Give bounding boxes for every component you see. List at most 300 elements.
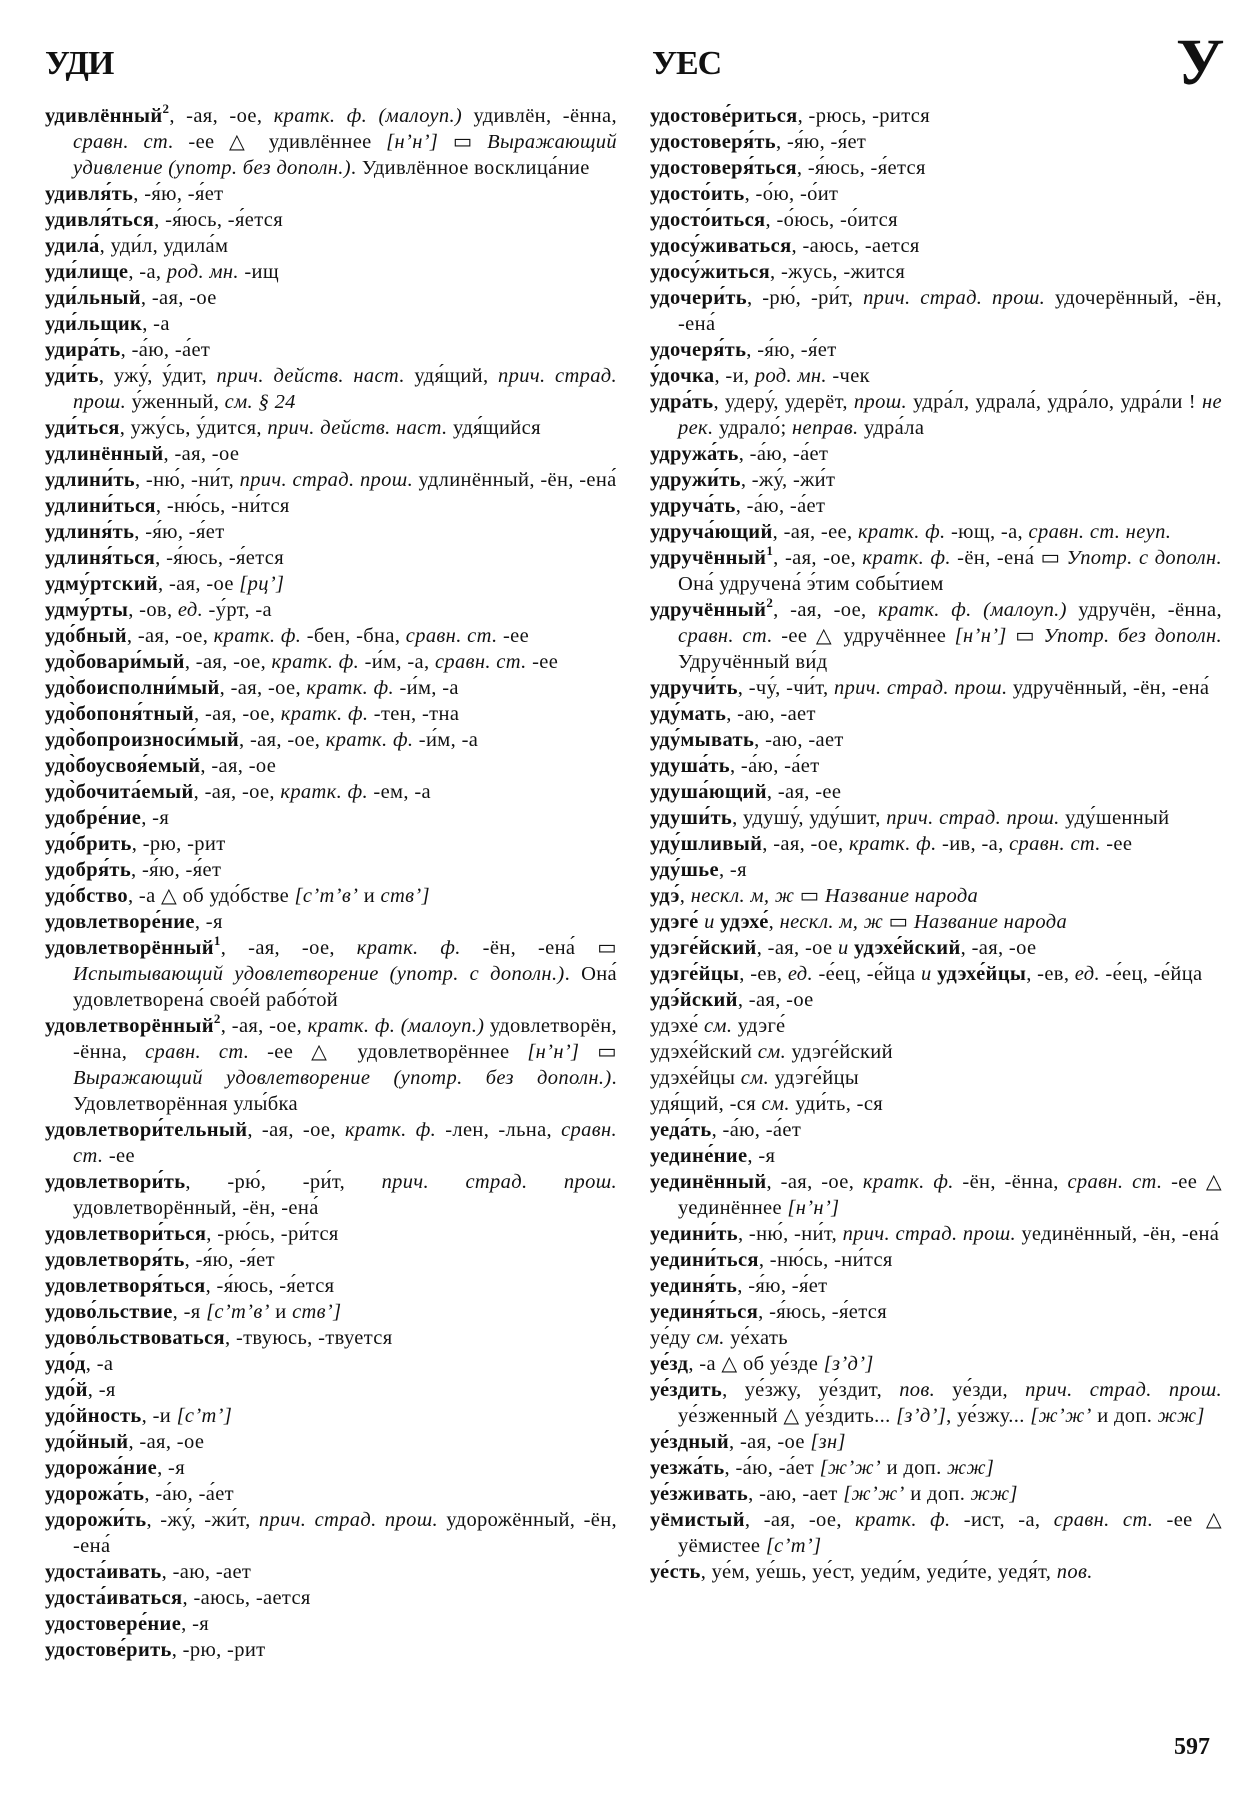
italic-label: сравн. ст. неуп. [1028, 521, 1172, 543]
headword: уединя́ться [650, 1301, 759, 1323]
headword: удлинённый [45, 443, 164, 465]
italic-label: сравн. ст. [1067, 1171, 1163, 1193]
entry-text: , -а △ об уе́зде [688, 1353, 824, 1375]
headword: удружа́ть [650, 443, 739, 465]
headword: удосто́иться [650, 209, 766, 231]
dictionary-entry [45, 623, 617, 649]
dictionary-entry [650, 233, 1222, 259]
entry-text: , -а [142, 313, 170, 335]
italic-label: род. мн. [754, 365, 827, 387]
entry-text: и доп. [904, 1483, 971, 1505]
homonym-number: 1 [766, 543, 774, 558]
entry-text: , уе́зжу... [946, 1405, 1031, 1427]
headword: удила́ [45, 235, 100, 257]
headword: уди́лище [45, 261, 129, 283]
headword: удостоверя́ть [650, 131, 776, 153]
entry-text: ▭ [794, 885, 825, 907]
entry-text: . Удовлетворённая улы́бка [73, 1067, 617, 1115]
headword: удруча́ющий [650, 521, 773, 543]
entry-text: -чек [826, 365, 870, 387]
headword: удэхе́йцы [937, 963, 1027, 985]
italic-label: сравн. ст. [73, 131, 174, 153]
entry-text: , -ая, -ое, [239, 729, 326, 751]
homonym-number: 2 [213, 1011, 221, 1026]
italic-label: [зн] [810, 1431, 846, 1453]
dictionary-entry [45, 1637, 617, 1663]
entry-text: -ив, -а, [936, 833, 1010, 855]
headword: уду́шливый [650, 833, 763, 855]
dictionary-entry [45, 1377, 617, 1403]
page-number: 597 [1174, 1734, 1210, 1760]
entry-text: , -рю́, -ри́т, [746, 287, 864, 309]
entry-text: -и́м, -а [393, 677, 459, 699]
entry-text: -бен, -бна, [301, 625, 406, 647]
dictionary-entry [650, 1221, 1222, 1247]
headword: удивлённый [45, 105, 163, 127]
dictionary-entry [45, 935, 617, 1013]
entry-text: удра́л, удрала́, удра́ло, удра́ли ! [907, 391, 1203, 413]
headword: удо̀боусвоя́емый [45, 755, 201, 777]
entry-text: ▭ [579, 1041, 617, 1063]
dictionary-entry [650, 181, 1222, 207]
italic-label: кратк. ф. [325, 729, 414, 751]
dictionary-entry [45, 415, 617, 441]
entry-text: ▭ [1006, 625, 1044, 647]
entry-text: и доп. [1091, 1405, 1158, 1427]
entry-text: , -а́ю, -а́ет [735, 495, 826, 517]
entry-text: , -ню́сь, -ни́тся [155, 495, 290, 517]
dictionary-entry [45, 545, 617, 571]
italic-label: см. [761, 1093, 790, 1115]
italic-label: кратк. ф. (малоуп.) [273, 105, 463, 127]
entry-text: удэхе́ [650, 1015, 704, 1037]
entry-text: уе́зди, [935, 1379, 1026, 1401]
italic-label: ствʼ] [292, 1301, 342, 1323]
dictionary-entry [45, 1169, 617, 1221]
dictionary-entry [45, 1481, 617, 1507]
entry-text: , -твуюсь, -твуется [225, 1327, 393, 1349]
entry-text: , -ая, -ое [960, 937, 1037, 959]
headword: удэхе́ [720, 911, 769, 933]
italic-label: прич. страд. прош. [381, 1171, 618, 1193]
entry-text: , -а́ю, -а́ет [144, 1483, 234, 1505]
entry-text: , -я́юсь, -я́ется [205, 1275, 335, 1297]
dictionary-entry [650, 103, 1222, 129]
headword: удо́й [45, 1379, 88, 1401]
dictionary-entry [650, 1091, 1222, 1117]
entry-text: , -а △ об удо́бстве [127, 885, 295, 907]
headword: удо́йность [45, 1405, 142, 1427]
section-letter: У [1176, 26, 1225, 99]
headword: уду́шье [650, 859, 719, 881]
italic-label: прич. страд. прош. [73, 365, 617, 413]
italic-label: кратк. ф. [306, 677, 394, 699]
headword: уедини́ться [650, 1249, 759, 1271]
italic-label: жж] [970, 1483, 1018, 1505]
italic-label: см. [703, 1015, 733, 1037]
entry-text: удя́щийся [447, 417, 541, 439]
headword: удово́льствие [45, 1301, 173, 1323]
entry-text: , -а́ю, -а́ет [724, 1457, 820, 1479]
italic-label: жж] [1157, 1405, 1205, 1427]
entry-text: и [269, 1301, 293, 1323]
entry-text: -ем, -а [367, 781, 431, 803]
headword: удручённый [650, 599, 767, 621]
entry-text: -и́м, -а, [359, 651, 435, 673]
entry-text: -тен, -тна [368, 703, 460, 725]
italic-label: нескл. м, ж [690, 885, 795, 907]
entry-text: , -ая, -ое [163, 443, 240, 465]
dictionary-entry [45, 363, 617, 415]
headword: удовлетворя́ть [45, 1249, 185, 1271]
headword: уе́зд [650, 1353, 689, 1375]
headword: уди́льный [45, 287, 141, 309]
dictionary-entry [650, 1481, 1222, 1507]
headword: удоста́иваться [45, 1587, 183, 1609]
italic-label: неправ. [791, 417, 859, 439]
dictionary-entry [45, 311, 617, 337]
dictionary-entry [45, 753, 617, 779]
entry-text: Она́ удручена́ э́тим собы́тием [678, 573, 944, 595]
entry-text: -у́рт, -а [203, 599, 272, 621]
entry-text: , -я́ю, -я́ет [776, 131, 867, 153]
entry-text: , -я́юсь, -я́ется [758, 1301, 888, 1323]
headword: удму́рты [45, 599, 129, 621]
entry-text: , -жу́, -жи́т, [146, 1509, 259, 1531]
dictionary-entry [45, 441, 617, 467]
headword: удра́ть [650, 391, 714, 413]
italic-label: жж] [947, 1457, 995, 1479]
entry-text: уединённый, -ён, -ена́ [1016, 1223, 1220, 1245]
entry-text: удэге́ [732, 1015, 786, 1037]
italic-label: сравн. ст. [434, 651, 527, 673]
headword: удира́ть [45, 339, 121, 361]
entry-text: , -я́юсь, -я́ется [154, 209, 284, 231]
dictionary-entry [45, 909, 617, 935]
italic-label: кратк. ф. [356, 937, 461, 959]
headword: удручи́ть [650, 677, 738, 699]
entry-text: , -я [141, 807, 170, 829]
entry-text: -ее [526, 651, 559, 673]
dictionary-entry [45, 1611, 617, 1637]
entry-text: , -рю, -рит [131, 833, 226, 855]
headword: удобре́ние [45, 807, 142, 829]
entry-text: удэхе́йский [650, 1041, 758, 1063]
entry-text: удручён, -ённа, [1066, 599, 1222, 621]
italic-label: кратк. ф. [280, 781, 368, 803]
entry-text: , -жусь, -жится [770, 261, 906, 283]
dictionary-entry [650, 467, 1222, 493]
italic-label: кратк. ф. [855, 1509, 951, 1531]
entry-text: , -аю, -ает [754, 729, 844, 751]
headword: удовлетвори́тельный [45, 1119, 248, 1141]
entry-text: , -аю, -ает [161, 1561, 252, 1583]
entry-text: , -ая, -ое, [193, 781, 281, 803]
entry-text: удя́щий, -ся [650, 1093, 762, 1115]
entry-text: , удеру́, удерёт, [713, 391, 854, 413]
entry-text: , -а́ю, -а́ет [738, 443, 829, 465]
headword: удму́ртский [45, 573, 159, 595]
dictionary-entry [45, 727, 617, 753]
italic-label: сравн. ст. [145, 1041, 250, 1063]
headword: удорожа́ть [45, 1483, 145, 1505]
italic-label: Выражающий удивление (употр. без дополн.) [73, 131, 618, 179]
entry-text: , уе́зжу, уе́здит, [722, 1379, 900, 1401]
entry-text: -ющ, -а, [945, 521, 1029, 543]
italic-label: и [698, 911, 721, 933]
dictionary-entry [45, 675, 617, 701]
entry-text: , -ая, -ое [729, 1431, 811, 1453]
dictionary-entry [45, 831, 617, 857]
headword: удоста́ивать [45, 1561, 162, 1583]
entry-text: , -рю́, -ри́т, [185, 1171, 382, 1193]
dictionary-entry [650, 259, 1222, 285]
entry-text: , -о́юсь, -о́ится [765, 209, 898, 231]
dictionary-entry [45, 1299, 617, 1325]
headword: уе́сть [650, 1561, 701, 1583]
headword: удовлетворя́ться [45, 1275, 206, 1297]
italic-label: нескл. м, ж [779, 911, 884, 933]
dictionary-entry [650, 1143, 1222, 1169]
entry-text: -ён, -ена́ ▭ [950, 547, 1067, 569]
entry-text: . Она́ удовлетворена́ свое́й рабо́той [73, 963, 618, 1011]
entry-text: , -ая, -ое, [247, 1119, 345, 1141]
entry-text: ▭ [438, 131, 488, 153]
headword: уе́здный [650, 1431, 730, 1453]
headword: удо́д [45, 1353, 86, 1375]
entry-text: , -я́ю, -я́ет [133, 183, 224, 205]
headword: удостовере́ние [45, 1613, 182, 1635]
entry-text: , -я [181, 1613, 210, 1635]
entry-text: , -аюсь, -ается [791, 235, 920, 257]
dictionary-entry [45, 883, 617, 909]
entry-text: -ее [103, 1145, 135, 1167]
entry-text: , [768, 911, 780, 933]
dictionary-entry [650, 1013, 1222, 1039]
italic-label: см. [740, 1067, 770, 1089]
dictionary-entry [45, 181, 617, 207]
dictionary-entry [650, 207, 1222, 233]
headword: удлиня́ться [45, 547, 156, 569]
dictionary-entry [45, 1559, 617, 1585]
entry-text: , -ню́, -ни́т, [134, 469, 240, 491]
dictionary-entry [45, 285, 617, 311]
entry-text: , -а, [128, 261, 167, 283]
entry-text: , -ая, -ое, [762, 833, 849, 855]
headword: уди́ться [45, 417, 120, 439]
entry-text: , -аю, -ает [726, 703, 816, 725]
entry-text: , -ая, -ое [158, 573, 240, 595]
entry-text: -ён, -ена́ ▭ [460, 937, 617, 959]
headword: удо́бство [45, 885, 128, 907]
dictionary-entry [45, 337, 617, 363]
entry-text: , -я́ю, -я́ет [746, 339, 837, 361]
entry-text: уе́ду [650, 1327, 697, 1349]
entry-text: , -я [718, 859, 747, 881]
dictionary-entry [650, 857, 1222, 883]
italic-label: ед. [787, 963, 813, 985]
entry-text: , -ая, -ое, [169, 105, 274, 127]
dictionary-entry [650, 493, 1222, 519]
headword: уди́льщик [45, 313, 143, 335]
italic-label: сравн. ст. [1053, 1509, 1154, 1531]
headword: удовлетвори́ться [45, 1223, 207, 1245]
headword: удуша́ть [650, 755, 730, 777]
headword: удлини́ться [45, 495, 156, 517]
headword: уду́мывать [650, 729, 755, 751]
entry-text: уе́зженный △ уе́здить... [678, 1405, 897, 1427]
italic-label: кратк. ф. [344, 1119, 437, 1141]
headword: удо̀бопоня́тный [45, 703, 195, 725]
headword: удэхе́йский [854, 937, 961, 959]
entry-text: , -а́ю, -а́ет [729, 755, 820, 777]
italic-label: [нʼнʼ] [386, 131, 439, 153]
headword: удо̀бовари́мый [45, 651, 185, 673]
headword: удорожа́ние [45, 1457, 158, 1479]
entry-text: , -ая, -ое, [194, 703, 281, 725]
dictionary-entry [650, 987, 1222, 1013]
dictionary-entry [45, 1221, 617, 1247]
entry-text: -и́м, -а [413, 729, 479, 751]
headword: уезжа́ть [650, 1457, 725, 1479]
headword: удо́бный [45, 625, 127, 647]
entry-text: , -а́ю, -а́ет [120, 339, 211, 361]
entry-text: , -ая, -ое, [766, 1171, 863, 1193]
entry-text: -ее [1100, 833, 1133, 855]
entry-text: -ист, -а, [950, 1509, 1054, 1531]
entry-text: , -я́ю, -я́ет [131, 859, 222, 881]
italic-label: [сʼтʼ] [765, 1535, 822, 1557]
entry-text: , ужу́сь, у́дится, [119, 417, 268, 439]
dictionary-entry [45, 207, 617, 233]
headword: уе́зживать [650, 1483, 749, 1505]
running-head-left: УДИ [45, 45, 114, 82]
headword: уединя́ть [650, 1275, 738, 1297]
headword: удэ́йский [650, 989, 738, 1011]
headword: удуша́ющий [650, 781, 767, 803]
entry-text: , -а́ю, -а́ет [711, 1119, 802, 1141]
dictionary-entry [650, 597, 1222, 675]
italic-label: кратк. ф. [862, 1171, 954, 1193]
headword: удорожи́ть [45, 1509, 147, 1531]
entry-text: , -ая, -ое, [219, 677, 307, 699]
dictionary-entry [45, 519, 617, 545]
entry-text: уди́ть, -ся [789, 1093, 884, 1115]
dictionary-entry [650, 727, 1222, 753]
italic-label: [нʼнʼ] [954, 625, 1007, 647]
entry-text: удовлетворённый, -ён, -ена́ [73, 1197, 319, 1219]
italic-label: ед. [1074, 963, 1100, 985]
headword: удлини́ть [45, 469, 135, 491]
headword: удовлетвори́ть [45, 1171, 186, 1193]
dictionary-entry [45, 1247, 617, 1273]
entry-text: , -ев, [1026, 963, 1075, 985]
italic-label: прич. действ. наст. [216, 365, 405, 387]
entry-text: удлинённый, -ён, -ена́ [413, 469, 617, 491]
dictionary-entry [650, 935, 1222, 961]
entry-text: , ужу́, у́дит, [98, 365, 217, 387]
dictionary-entry [45, 233, 617, 259]
italic-label: род. мн. [166, 261, 239, 283]
entry-text: удя́щий, [404, 365, 499, 387]
italic-label: сравн. ст. [678, 625, 773, 647]
dictionary-entry [650, 441, 1222, 467]
dictionary-entry [45, 571, 617, 597]
dictionary-entry [650, 545, 1222, 597]
italic-label: [нʼнʼ] [527, 1041, 580, 1063]
entry-text: , удушу́, уду́шит, [732, 807, 887, 829]
dictionary-entry [650, 389, 1222, 441]
entry-text: и доп. [881, 1457, 948, 1479]
entry-text: , -ая, -ое [200, 755, 277, 777]
dictionary-entry [650, 129, 1222, 155]
dictionary-entry [650, 1559, 1222, 1585]
italic-label: Употр. с дополн. [1066, 547, 1222, 569]
dictionary-entry [650, 831, 1222, 857]
entry-text: -ее △ удовлетворённее [249, 1041, 528, 1063]
entry-text: ▭ [883, 911, 914, 933]
dictionary-entry [45, 805, 617, 831]
dictionary-entry [650, 909, 1222, 935]
dictionary-entry [650, 1429, 1222, 1455]
entry-text: , -я [172, 1301, 207, 1323]
headword: удэге́йский [650, 937, 757, 959]
headword: уедини́ть [650, 1223, 738, 1245]
italic-label: прич. страд. прош. [1025, 1379, 1222, 1401]
headword: удостоверя́ться [650, 157, 797, 179]
italic-label: [жʼжʼ [1030, 1405, 1092, 1427]
italic-label: [сʼтʼ] [176, 1405, 233, 1427]
homonym-number: 2 [162, 101, 170, 116]
entry-text: , [679, 885, 691, 907]
italic-label: [нʼнʼ] [787, 1197, 840, 1219]
dictionary-entry [45, 493, 617, 519]
left-column [45, 103, 617, 1663]
entry-text: удручённый, -ён, -ена́ [1007, 677, 1210, 699]
dictionary-entry [45, 1429, 617, 1455]
headword: уединённый [650, 1171, 767, 1193]
entry-text: -ищ [238, 261, 279, 283]
headword: удобря́ть [45, 859, 132, 881]
italic-label: прош. [853, 391, 907, 413]
entry-text: -лен, -льна, [436, 1119, 562, 1141]
entry-text: , -жу́, -жи́т [740, 469, 836, 491]
italic-label: кратк. ф. [271, 651, 360, 673]
entry-text: -ее △ удручённее [772, 625, 955, 647]
entry-text: , -и [141, 1405, 177, 1427]
headword: удружи́ть [650, 469, 741, 491]
italic-label: [зʼдʼ] [896, 1405, 947, 1427]
italic-label: сравн. ст. [1009, 833, 1101, 855]
headword: удосу́живаться [650, 235, 792, 257]
dictionary-entry [650, 285, 1222, 337]
italic-label: кратк. ф. [857, 521, 946, 543]
headword: удовлетворе́ние [45, 911, 195, 933]
entry-text: , -рю́сь, -ри́тся [206, 1223, 339, 1245]
dictionary-entry [650, 1325, 1222, 1351]
dictionary-entry [650, 519, 1222, 545]
dictionary-entry [650, 675, 1222, 701]
headword: уе́здить [650, 1379, 723, 1401]
headword: удочери́ть [650, 287, 747, 309]
italic-label: прич. страд. прош. [258, 1509, 439, 1531]
dictionary-entry [650, 363, 1222, 389]
headword: уедине́ние [650, 1145, 748, 1167]
entry-text: -ее △ уёмистее [678, 1509, 1223, 1557]
italic-label: Название народа [913, 911, 1068, 933]
headword: уду́мать [650, 703, 727, 725]
entry-text: у́женный, [126, 391, 225, 413]
